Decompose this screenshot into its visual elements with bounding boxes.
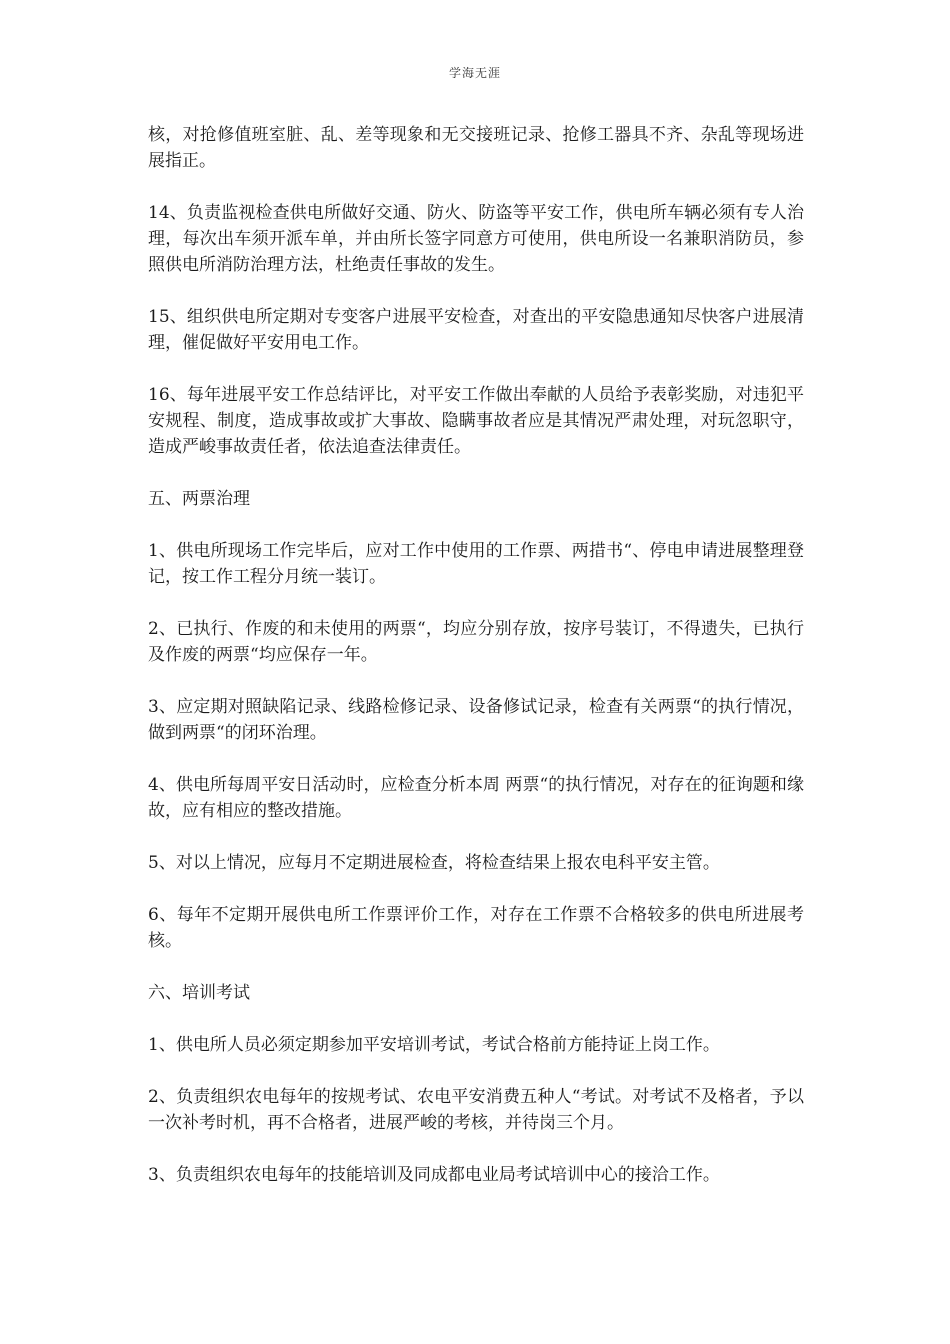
paragraph: 核，对抢修值班室脏、乱、差等现象和无交接班记录、抢修工器具不齐、杂乱等现场进展指正。 — [148, 125, 804, 171]
paragraph: 4、供电所每周平安日活动时，应检查分析本周 两票“的执行情况，对存在的征询题和缘故，应有相应的整改措施。 — [148, 775, 804, 821]
paragraph: 1、供电所人员必须定期参加平安培训考试，考试合格前方能持证上岗工作。 — [148, 1035, 720, 1055]
paragraph: 16、每年进展平安工作总结评比，对平安工作做出奉献的人员给予表彰奖励，对违犯平安规程、制度，造成事故或扩大事故、隐瞒事故者应是其情况严肃处理，对玩忽职守，造成严峻事故责任者，依法追查法律责任。 — [148, 385, 804, 457]
paragraph: 1、供电所现场工作完毕后，应对工作中使用的工作票、两措书“、停电申请进展整理登记，按工作工程分月统一装订。 — [148, 541, 804, 587]
paragraph: 15、组织供电所定期对专变客户进展平安检查，对查出的平安隐患通知尽快客户进展清理，催促做好平安用电工作。 — [148, 307, 804, 353]
section-heading: 五、两票治理 — [148, 489, 250, 509]
page-header: 学海无涯 — [448, 66, 501, 80]
paragraph: 5、对以上情况，应每月不定期进展检查，将检查结果上报农电科平安主管。 — [148, 853, 720, 873]
document-body — [148, 122, 804, 1214]
paragraph: 2、负责组织农电每年的按规考试、农电平安消费五种人“考试。对考试不及格者，予以一次补考时机，再不合格者，进展严峻的考核，并待岗三个月。 — [148, 1087, 804, 1133]
paragraph: 2、已执行、作废的和未使用的两票“，均应分别存放，按序号装订，不得遗失，已执行及作废的两票“均应保存一年。 — [148, 619, 804, 665]
paragraph: 6、每年不定期开展供电所工作票评价工作，对存在工作票不合格较多的供电所进展考核。 — [148, 905, 804, 951]
section-heading: 六、培训考试 — [148, 983, 250, 1003]
paragraph: 3、负责组织农电每年的技能培训及同成都电业局考试培训中心的接洽工作。 — [148, 1165, 720, 1185]
paragraph: 14、负责监视检查供电所做好交通、防火、防盗等平安工作，供电所车辆必须有专人治理，每次出车须开派车单，并由所长签字同意方可使用，供电所设一名兼职消防员，参照供电所消防治理方法，杜绝责任事故的发生。 — [148, 203, 804, 275]
paragraph: 3、应定期对照缺陷记录、线路检修记录、设备修试记录，检查有关两票“的执行情况，做到两票“的闭环治理。 — [148, 697, 804, 743]
